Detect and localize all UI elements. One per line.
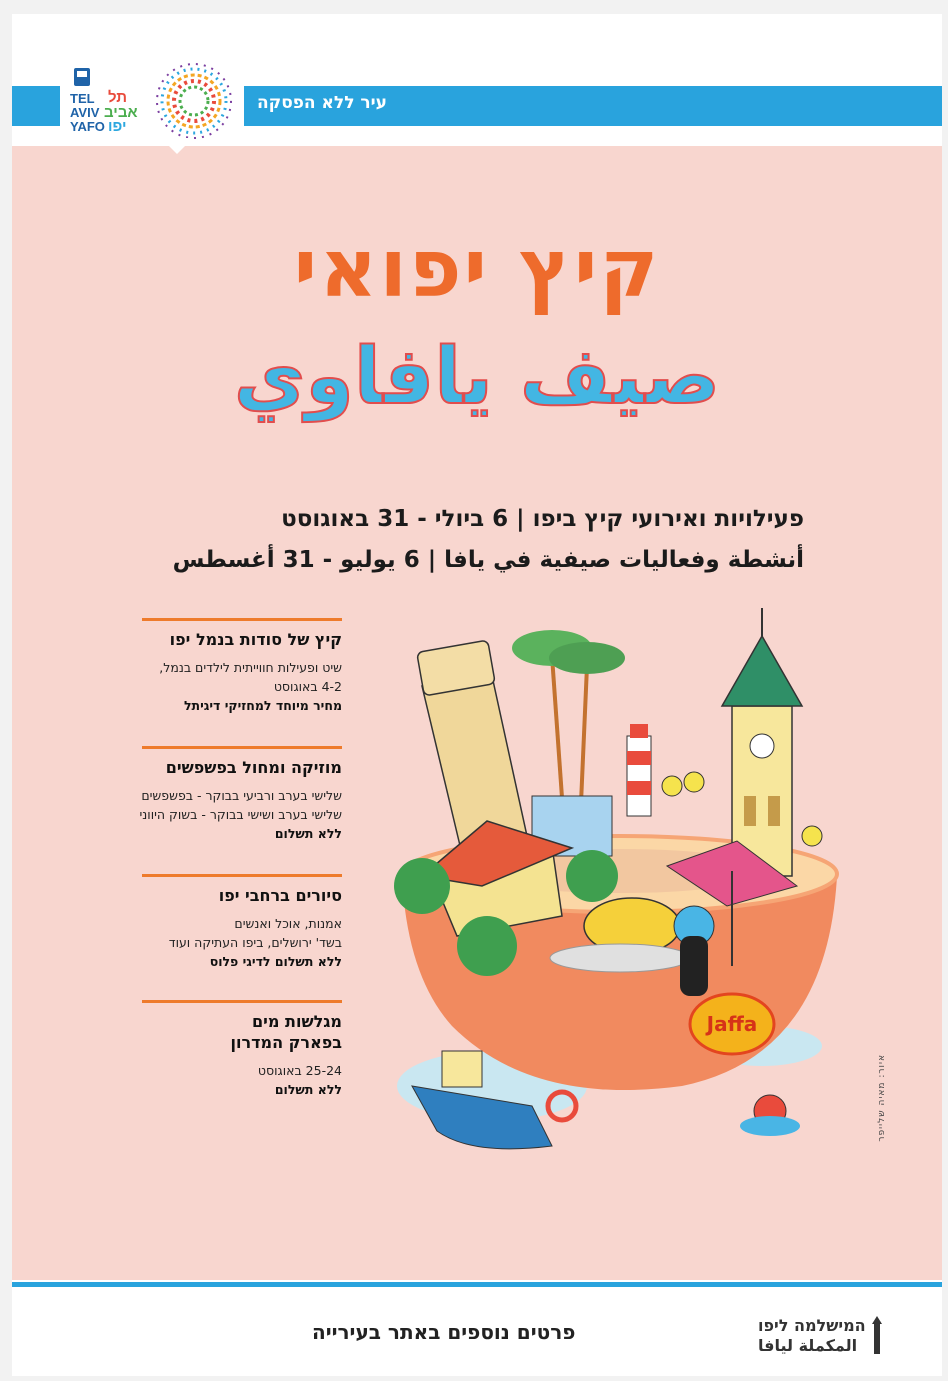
logo-line2-en: AVIV: [70, 105, 100, 120]
event-detail: אמנות, אוכל ואנשים: [234, 916, 342, 931]
event-detail: 4-2 באוגוסט: [273, 679, 342, 694]
event-title: מגלשות מים בפארק המדרון: [230, 1012, 342, 1052]
event-note: מחיר מיוחד למחזיקי דיגיתל: [183, 698, 342, 713]
event-divider: [142, 874, 342, 877]
title-arabic: صيف يافاوي: [233, 332, 721, 422]
event-title: סיורים ברחבי יפו: [218, 886, 342, 905]
org-name-arabic: المكملة ليافا: [758, 1336, 858, 1355]
logo-line1-he: תל: [108, 89, 128, 106]
event-secrets-port: [142, 618, 342, 715]
event-detail: שלישי בערב ורביעי בבוקר - בפשפשים: [141, 788, 342, 803]
logo-line2-he: אביב: [104, 104, 138, 121]
event-tours: [142, 874, 342, 971]
jaffa-sticker-text: Jaffa: [706, 1012, 758, 1036]
logo-line3-he: יפו: [108, 118, 127, 135]
minaret-icon: [870, 1316, 884, 1356]
event-detail: 25-24 באוגוסט: [257, 1063, 342, 1078]
jaffa-orange-illustration: [382, 586, 862, 1166]
event-water-slides: [142, 1000, 342, 1099]
event-divider: [142, 746, 342, 749]
event-detail: בשד' ירושלים, ביפו העתיקה ועוד: [168, 935, 342, 950]
event-note: ללא תשלום: [274, 1082, 342, 1097]
event-divider: [142, 618, 342, 621]
logo-line1-en: TEL: [70, 91, 95, 106]
ancient-column: [422, 676, 527, 854]
illustration-credit: איור: מאיה שלייפר: [877, 1054, 887, 1142]
logo-line3-en: YAFO: [70, 119, 105, 134]
event-note: ללא תשלום לדיגי פלוס: [209, 954, 342, 969]
event-title: קיץ של סודות בנמל יפו: [169, 630, 342, 649]
subtitle-arabic: أنشطة وفعاليات صيفية في يافا | 6 يوليو - 31 أغسطس: [172, 547, 804, 573]
event-divider: [142, 1000, 342, 1003]
event-music-dance: [139, 746, 342, 843]
title-hebrew: קיץ יפואי: [293, 222, 661, 315]
logo-notch: [161, 138, 193, 154]
event-note: ללא תשלום: [274, 826, 342, 841]
header-tagline: עיר ללא הפסקה: [257, 93, 387, 113]
poster: [12, 14, 942, 1376]
event-title: מוזיקה ומחול בפשפשים: [165, 758, 342, 777]
footer-divider: [12, 1282, 942, 1287]
tel-aviv-yafo-logo: [60, 54, 244, 149]
subtitle-hebrew: פעילויות ואירועי קיץ ביפו | 6 ביולי - 31 באוגוסט: [281, 506, 804, 532]
org-name-hebrew: המישלמה ליפו: [758, 1316, 866, 1335]
event-detail: שיט ופעילות חווייתית לילדים בנמל,: [159, 660, 342, 675]
footer-more-info: פרטים נוספים באתר בעירייה: [312, 1320, 576, 1344]
event-detail: שלישי בערב ושישי בבוקר - בשוק היווני: [139, 807, 342, 822]
